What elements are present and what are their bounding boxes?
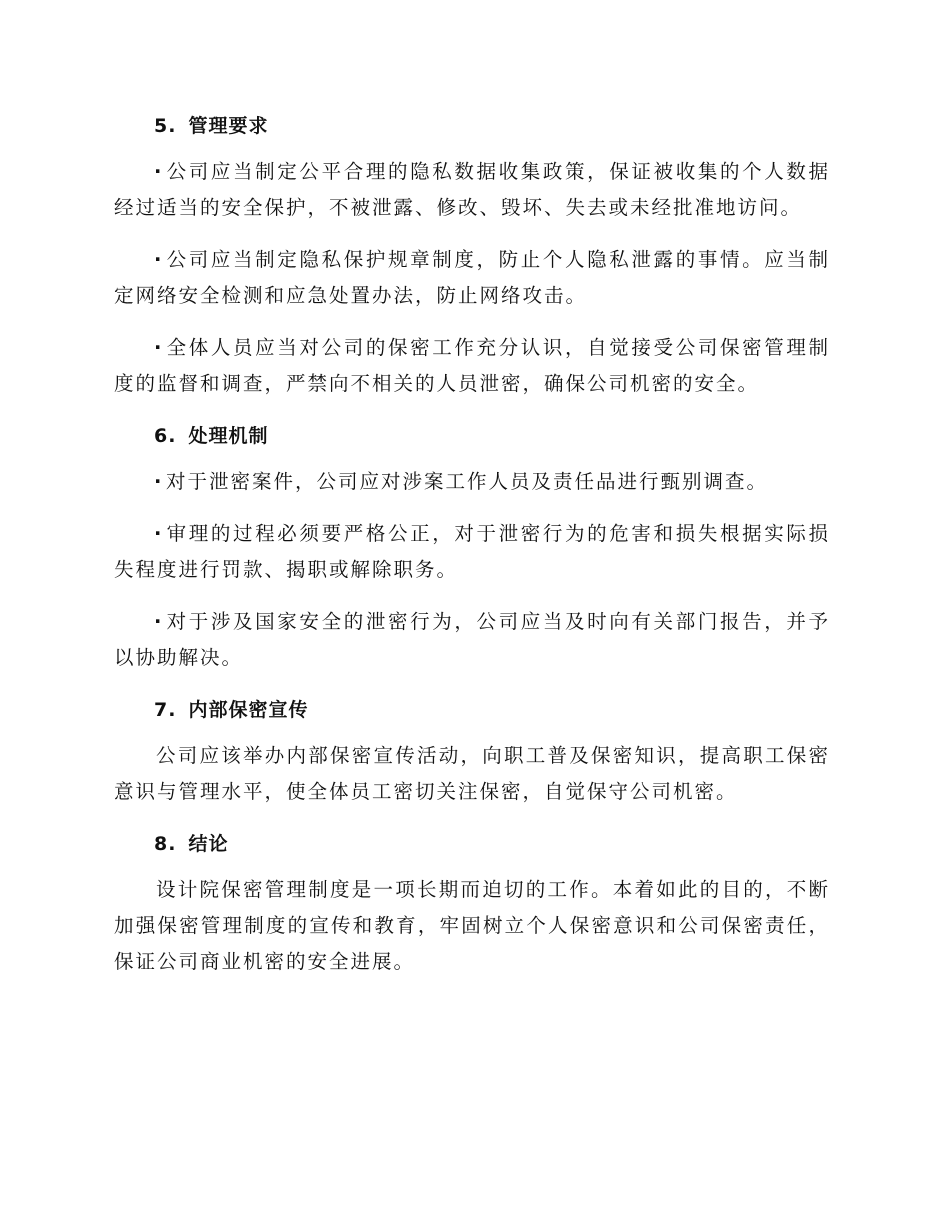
section-6-item-2 [114, 516, 830, 588]
section-6-item-3 [114, 604, 830, 676]
section-title: 管理要求 [188, 115, 269, 137]
section-title: 内部保密宣传 [188, 699, 309, 721]
bullet-text: 公司应当制定公平合理的隐私数据收集政策，保证被收集的个人数据经过适当的安全保护，不被泄露、修改、毁坏、失去或未经批准地访问。 [114, 160, 830, 219]
document-body [114, 108, 830, 980]
section-number: 6. [154, 425, 177, 447]
section-5-item-3 [114, 330, 830, 402]
section-title: 处理机制 [188, 425, 269, 447]
section-title: 结论 [188, 833, 229, 855]
section-5-item-1 [114, 154, 830, 226]
bullet-text: 对于泄密案件，公司应对涉案工作人员及责任品进行甄别调查。 [166, 470, 769, 493]
bullet-text: 全体人员应当对公司的保密工作充分认识，自觉接受公司保密管理制度的监督和调查，严禁向不相关的人员泄密，确保公司机密的安全。 [114, 336, 830, 395]
section-number: 8. [154, 833, 177, 855]
bullet-text: 公司应当制定隐私保护规章制度，防止个人隐私泄露的事情。应当制定网络安全检测和应急处置办法，防止网络攻击。 [114, 248, 830, 307]
bullet-text: 审理的过程必须要严格公正，对于泄密行为的危害和损失根据实际损失程度进行罚款、揭职或解除职务。 [114, 522, 830, 581]
bullet-text: 对于涉及国家安全的泄密行为，公司应当及时向有关部门报告，并予以协助解决。 [114, 610, 830, 669]
section-heading-5 [114, 108, 830, 144]
section-6-item-1 [114, 464, 830, 500]
section-5-item-2 [114, 242, 830, 314]
section-number: 5. [154, 115, 177, 137]
section-heading-8 [114, 826, 830, 862]
section-heading-7 [114, 692, 830, 728]
section-number: 7. [154, 699, 177, 721]
section-8-body: 设计院保密管理制度是一项长期而迫切的工作。本着如此的目的，不断加强保密管理制度的宣传和教育，牢固树立个人保密意识和公司保密责任，保证公司商业机密的安全进展。 [114, 878, 830, 973]
section-7-body: 公司应该举办内部保密宣传活动，向职工普及保密知识，提高职工保密意识与管理水平，使全体员工密切关注保密，自觉保守公司机密。 [114, 744, 830, 803]
section-heading-6 [114, 418, 830, 454]
